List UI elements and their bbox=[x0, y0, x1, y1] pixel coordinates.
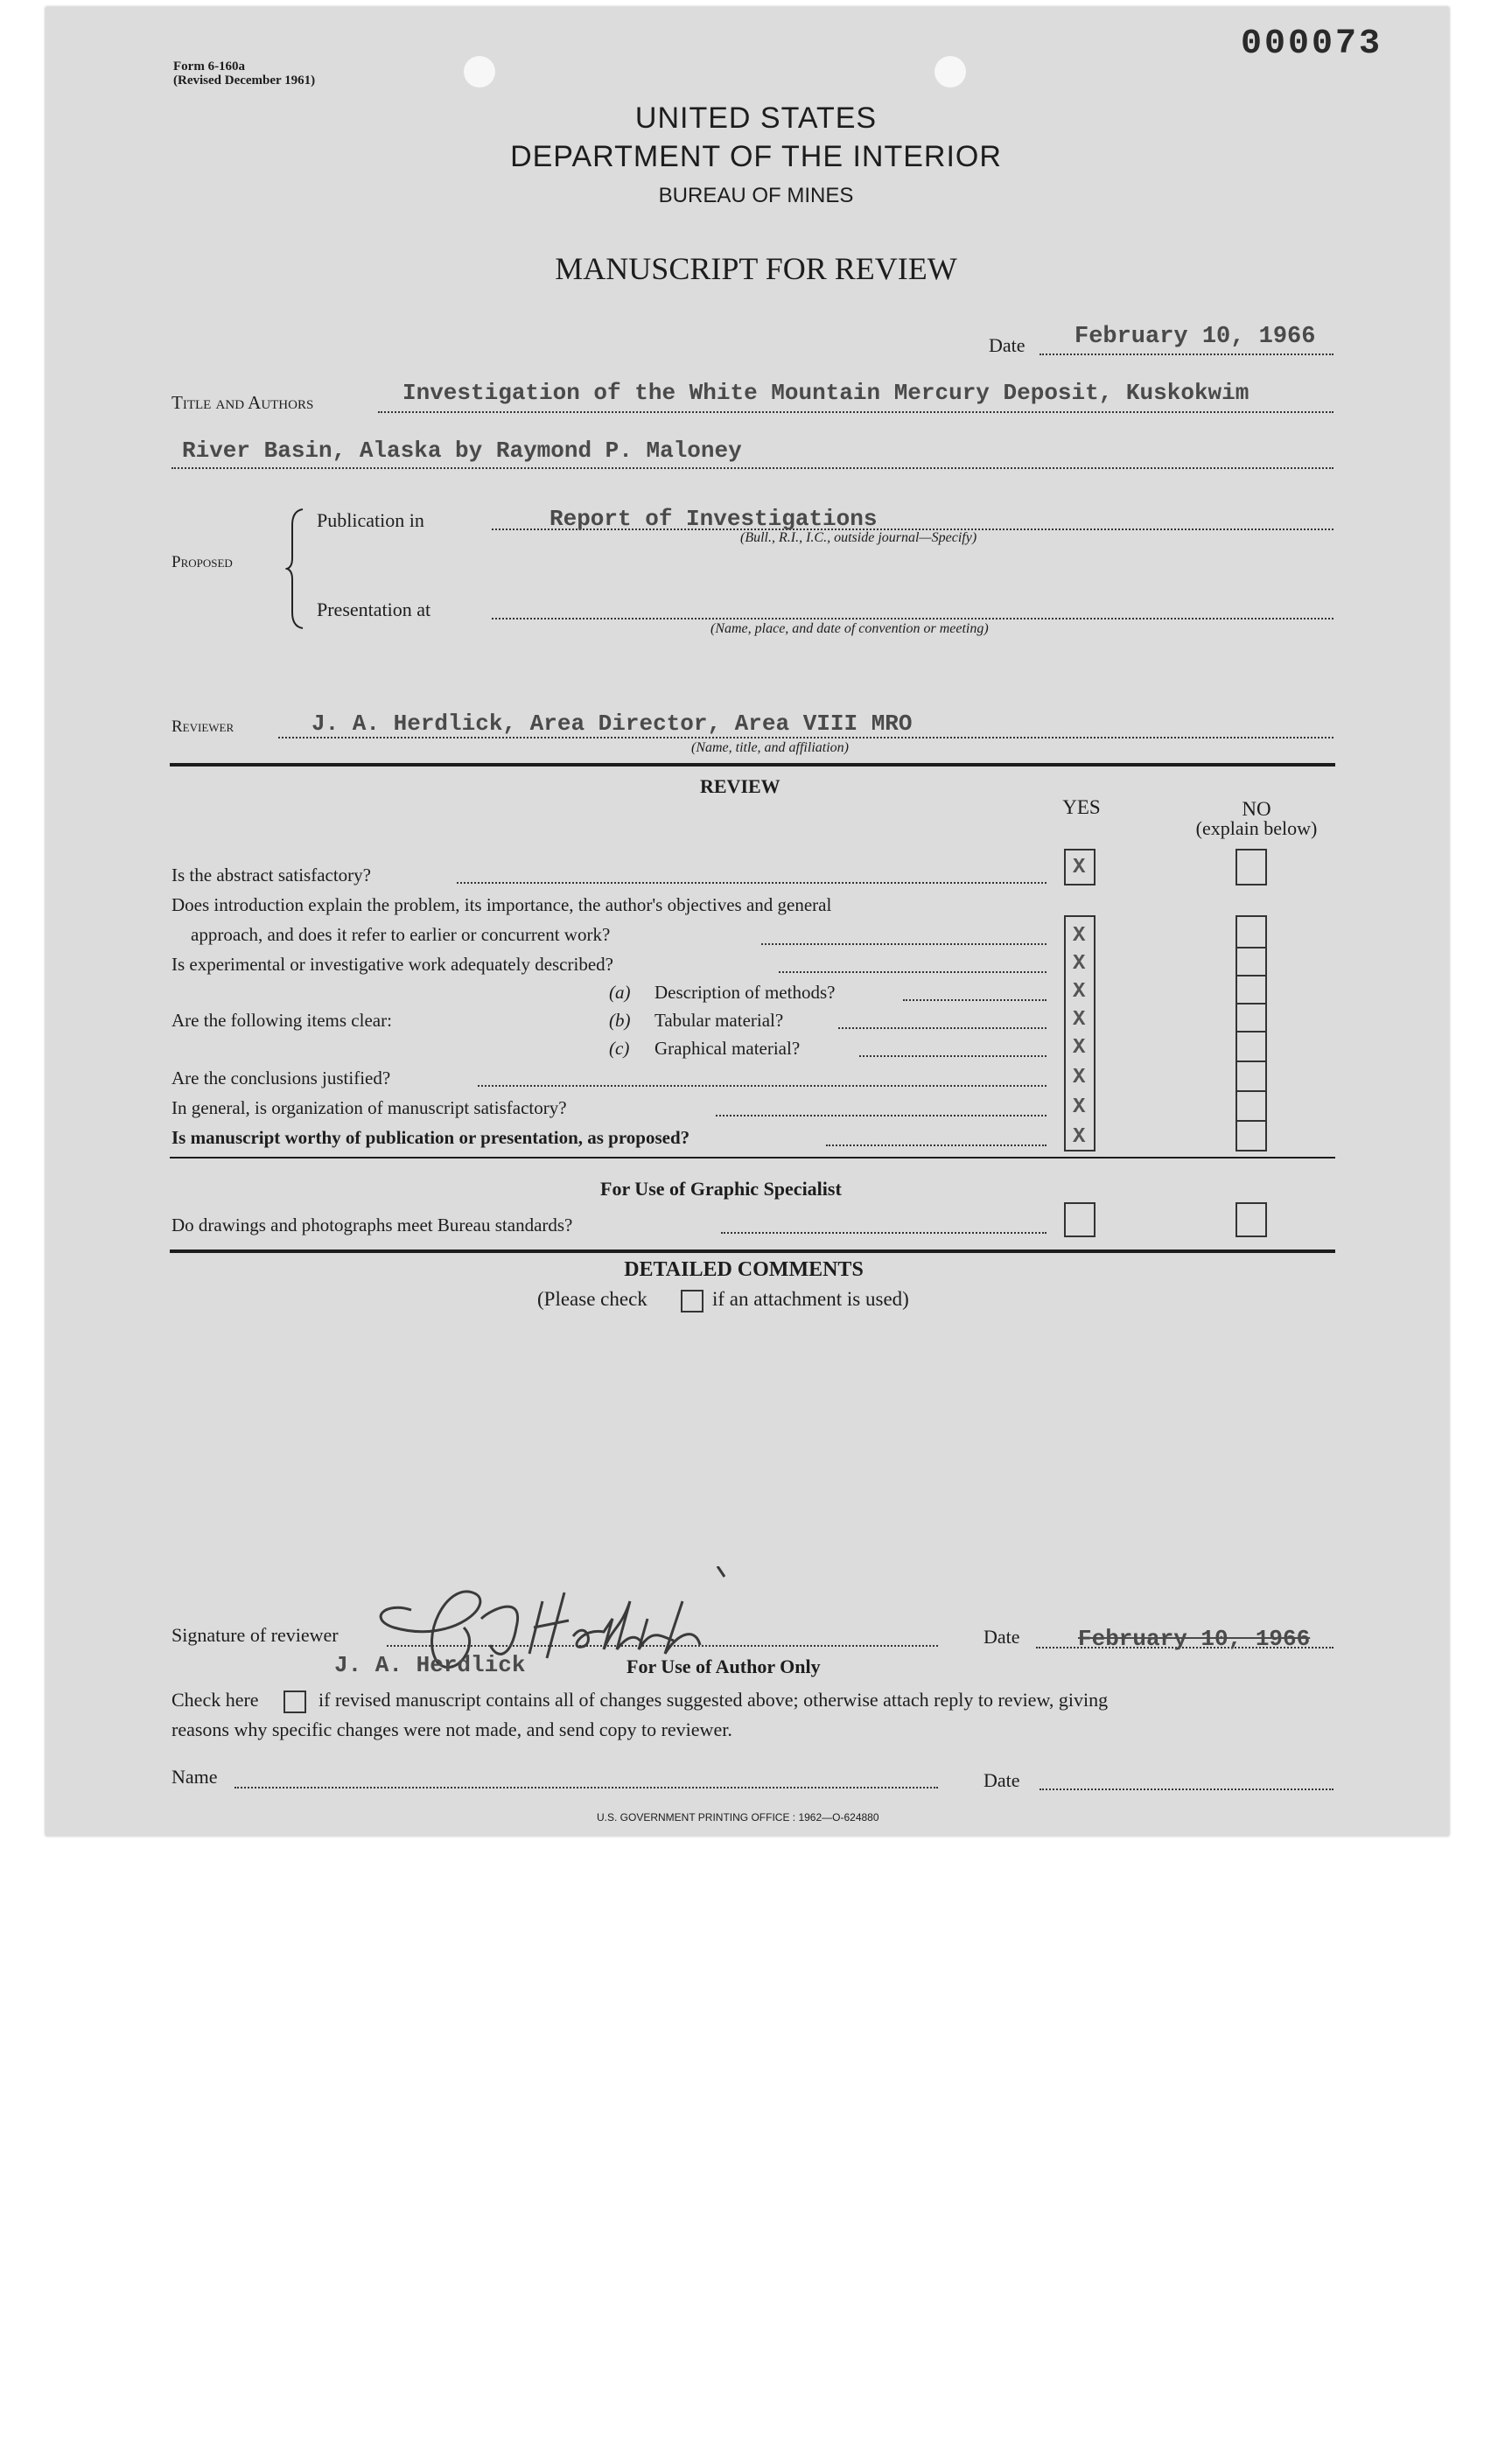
item-c-letter: (c) bbox=[609, 1038, 630, 1059]
check-mark: X bbox=[1073, 1036, 1086, 1060]
agency-name: UNITED STATES bbox=[634, 102, 878, 135]
row-separator bbox=[1237, 1120, 1265, 1122]
yes-column-header: YES bbox=[1062, 796, 1101, 818]
question-experimental: Is experimental or investigative work adequately described? bbox=[172, 954, 613, 975]
brace-icon bbox=[285, 508, 306, 630]
question-abstract: Is the abstract satisfactory? bbox=[172, 864, 371, 886]
bureau-name: BUREAU OF MINES bbox=[658, 184, 854, 207]
punch-hole-left bbox=[464, 56, 495, 88]
author-check-before: Check here bbox=[172, 1689, 259, 1711]
check-mark: X bbox=[1073, 1096, 1086, 1119]
author-revised-checkbox[interactable] bbox=[284, 1690, 306, 1713]
author-name-label: Name bbox=[172, 1766, 218, 1788]
date-line bbox=[1040, 354, 1334, 355]
presentation-line bbox=[492, 618, 1334, 620]
row-separator bbox=[1237, 1090, 1265, 1092]
attachment-checkbox[interactable] bbox=[681, 1290, 704, 1312]
question-methods: Description of methods? bbox=[654, 982, 836, 1003]
form-revision: (Revised December 1961) bbox=[173, 74, 316, 88]
check-mark: X bbox=[1073, 1008, 1086, 1032]
no-column-header: NO bbox=[1242, 798, 1271, 820]
question-conclusions: Are the conclusions justified? bbox=[172, 1068, 391, 1088]
author-date-label: Date bbox=[984, 1769, 1020, 1791]
question-graphical: Graphical material? bbox=[654, 1038, 801, 1059]
leader-dots bbox=[859, 1055, 1046, 1057]
item-b-letter: (b) bbox=[609, 1010, 631, 1031]
no-column-subheader: (explain below) bbox=[1195, 817, 1318, 839]
comments-note-before: (Please check bbox=[537, 1288, 648, 1310]
reviewer-value[interactable]: J. A. Herdlick, Area Director, Area VIII MRO bbox=[312, 710, 913, 737]
title-authors-label: Title and Authors bbox=[172, 392, 314, 413]
reviewer-hint: (Name, title, and affiliation) bbox=[691, 740, 849, 755]
author-date-line[interactable] bbox=[1040, 1788, 1334, 1790]
leader-dots bbox=[761, 943, 1046, 945]
question-worthy: Is manuscript worthy of publication or presentation, as proposed? bbox=[172, 1127, 690, 1148]
divider-review-top bbox=[170, 763, 1335, 766]
comments-heading: DETAILED COMMENTS bbox=[624, 1258, 864, 1281]
leader-dots bbox=[903, 999, 1046, 1001]
proposed-label: Proposed bbox=[172, 553, 233, 571]
row-separator bbox=[1237, 1060, 1265, 1062]
reviewer-line bbox=[278, 737, 1334, 738]
check-mark: X bbox=[1073, 980, 1086, 1004]
graphic-heading: For Use of Graphic Specialist bbox=[600, 1178, 842, 1200]
signature-label: Signature of reviewer bbox=[172, 1624, 339, 1646]
items-clear-label: Are the following items clear: bbox=[172, 1010, 392, 1031]
check-mark: X bbox=[1073, 856, 1086, 879]
reviewer-typed-name: J. A. Herdlick bbox=[334, 1652, 526, 1678]
leader-dots bbox=[457, 882, 1046, 884]
publication-hint: (Bull., R.I., I.C., outside journal—Specify) bbox=[740, 530, 977, 545]
leader-dots bbox=[721, 1232, 1046, 1234]
item-a-letter: (a) bbox=[609, 982, 631, 1003]
divider-graphic-top bbox=[170, 1157, 1335, 1158]
leader-dots bbox=[478, 1085, 1046, 1087]
date-value[interactable]: February 10, 1966 bbox=[1074, 324, 1316, 350]
check-mark: X bbox=[1073, 1066, 1086, 1089]
title-value-line2[interactable]: River Basin, Alaska by Raymond P. Maloney bbox=[182, 438, 742, 464]
leader-dots bbox=[826, 1144, 1046, 1146]
no-checkbox-drawings[interactable] bbox=[1236, 1202, 1267, 1237]
check-mark: X bbox=[1073, 952, 1086, 976]
reviewer-label: Reviewer bbox=[172, 718, 234, 736]
presentation-hint: (Name, place, and date of convention or meeting) bbox=[710, 621, 989, 636]
title-value-line1[interactable]: Investigation of the White Mountain Mercury Deposit, Kuskokwim bbox=[402, 380, 1250, 406]
check-mark: X bbox=[1073, 1125, 1086, 1149]
author-heading: For Use of Author Only bbox=[626, 1656, 821, 1677]
question-introduction-cont: approach, and does it refer to earlier or concurrent work? bbox=[191, 924, 611, 945]
leader-dots bbox=[779, 971, 1046, 973]
leader-dots bbox=[716, 1115, 1046, 1116]
page-title: MANUSCRIPT FOR REVIEW bbox=[555, 251, 957, 286]
punch-hole-right bbox=[934, 56, 966, 88]
row-separator bbox=[1237, 975, 1265, 976]
signature-date-label: Date bbox=[984, 1626, 1020, 1648]
title-line-1 bbox=[378, 411, 1334, 413]
publication-label: Publication in bbox=[317, 509, 424, 531]
department-name: DEPARTMENT OF THE INTERIOR bbox=[510, 140, 1002, 173]
date-label: Date bbox=[989, 334, 1026, 356]
review-heading: REVIEW bbox=[700, 775, 780, 797]
publication-value[interactable]: Report of Investigations bbox=[550, 506, 878, 532]
question-introduction: Does introduction explain the problem, its importance, the author's objectives and general bbox=[172, 894, 832, 915]
check-mark: X bbox=[1073, 924, 1086, 948]
row-separator bbox=[1237, 1003, 1265, 1004]
signature-date-value[interactable]: February 10, 1966 bbox=[1078, 1626, 1311, 1652]
no-checkbox-abstract[interactable] bbox=[1236, 849, 1267, 886]
title-line-2 bbox=[172, 467, 1334, 469]
presentation-label: Presentation at bbox=[317, 598, 431, 620]
question-organization: In general, is organization of manuscript satisfactory? bbox=[172, 1097, 567, 1118]
author-check-after: if revised manuscript contains all of changes suggested above; otherwise attach reply to review, giving bbox=[318, 1689, 1109, 1711]
author-check-line2: reasons why specific changes were not made, and send copy to reviewer. bbox=[172, 1718, 732, 1740]
question-tabular: Tabular material? bbox=[654, 1010, 784, 1031]
row-separator bbox=[1237, 1031, 1265, 1032]
printer-imprint: U.S. GOVERNMENT PRINTING OFFICE : 1962—O-624880 bbox=[597, 1811, 879, 1824]
question-drawings: Do drawings and photographs meet Bureau standards? bbox=[172, 1214, 573, 1236]
divider-comments-top bbox=[170, 1250, 1335, 1253]
no-checkbox-column[interactable] bbox=[1236, 915, 1267, 1152]
author-name-line[interactable] bbox=[234, 1787, 938, 1788]
leader-dots bbox=[838, 1027, 1046, 1029]
yes-checkbox-drawings[interactable] bbox=[1064, 1202, 1096, 1237]
document-number: 000073 bbox=[1241, 24, 1383, 64]
comments-note-after: if an attachment is used) bbox=[712, 1288, 909, 1310]
row-separator bbox=[1237, 947, 1265, 948]
form-number: Form 6-160a bbox=[173, 60, 246, 74]
